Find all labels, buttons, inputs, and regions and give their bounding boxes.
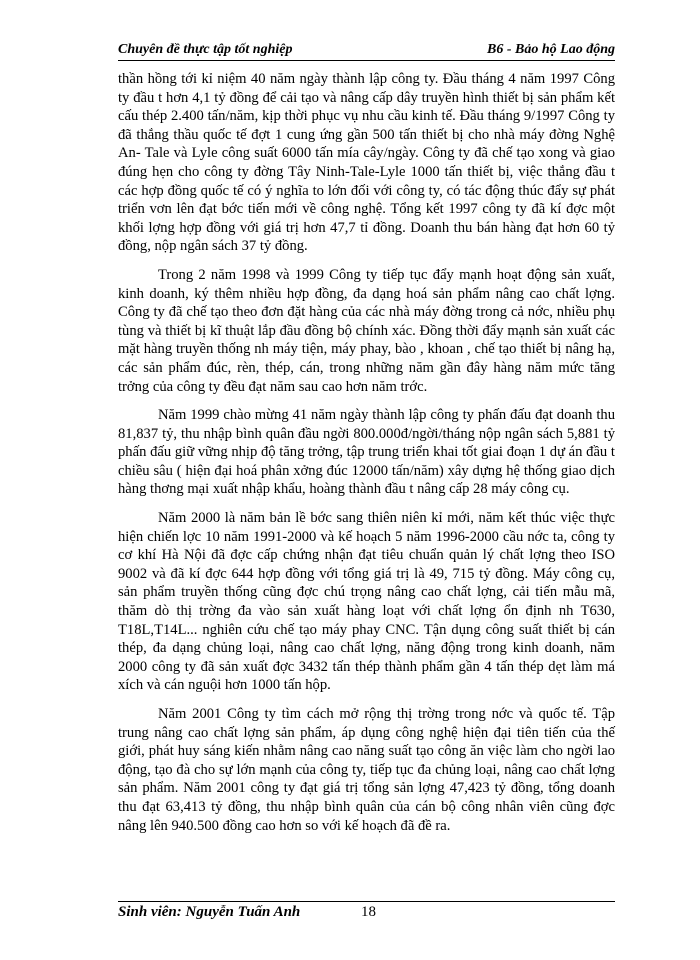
paragraph-4: Năm 2000 là năm bản lề bớc sang thiên niên kỉ mới, năm kết thúc việc thực hiện chiến lợc 10 năm 1991-2000 và kế hoạch 5 năm 1996-2000 cầu nớc ta, công ty cơ khí Hà Nội đã đợc cấp chứng nhận đạt tiêu chuẩn quản lý chất lợng theo ISO 9002 và đã kí đợc 644 hợp đồng với tổng giá trị là 49, 715 tỷ đồng. Máy công cụ, sản phẩm truyền thống cũng đợc chú trọng nâng cao chất lợng, cải tiến mẫu mã, thăm dò thị trờng đa vào sản xuất hàng loạt với chất lợng ổn định nh T630, T18L,T14L... nghiên cứu chế tạo máy phay CNC. Tận dụng công suất thiết bị cán thép, đa dạng chủng loại, nâng cao chất lợng, năng động trong kinh doanh, năm 2000 công ty đã sản xuất đợc 3432 tấn thép thành phẩm gần 4 tấn thép dẹt làm má xích và cán nguội hơn 1000 tấn hộp.	[118, 510, 615, 694]
header-title: Chuyên đề thực tập tốt nghiệp	[118, 42, 293, 57]
paragraph-3: Năm 1999 chào mừng 41 năm ngày thành lập công ty phấn đấu đạt doanh thu 81,837 tỷ, thu nhập bình quân đầu ngời 800.000đ/ngời/tháng nộp ngân sách 5,881 tỷ phấn đấu giữ vững nhịp độ tăng trởng, tập trung triển khai tốt giai đoạn 1 dự án đầu t chiều sâu ( hiện đại hoá phân xởng đúc 12000 tấn/năm) xây dựng hệ thống giao dịch hàng thơng mại xuất nhập khẩu, hoàng thành đầu t nâng cấp 28 máy công cụ.	[118, 407, 615, 498]
paragraph-2: Trong 2 năm 1998 và 1999 Công ty tiếp tục đẩy mạnh hoạt động sản xuất, kinh doanh, ký thêm nhiều hợp đồng, đa dạng hoá sản phẩm nâng cao chất lợng. Công ty đã chế tạo theo đơn đặt hàng của các nhà máy đờng trong cả nớc, nhiều phụ tùng và thiết bị kĩ thuật lắp đầu đồng bộ chính xác. Đồng thời đẩy mạnh sản xuất các mặt hàng truyền thống nh máy tiện, máy phay, bào , khoan , chế tạo thiết bị nâng hạ, các sản phẩm đúc, rèn, thép, cán, trong những năm gần đây hàng năm mức tăng trởng của công ty đều đạt năm sau cao hơn năm trớc.	[118, 266, 615, 395]
page-header	[118, 40, 615, 61]
paragraph-1: thần hồng tới kỉ niệm 40 năm ngày thành lập công ty. Đầu tháng 4 năm 1997 Công ty đầu t hơn 4,1 tỷ đồng để cải tạo và nâng cấp dây truyền hình thiết bị sản phẩm kết cấu thép 2.400 tấn/năm, kịp thời phục vụ nhu cầu kinh tế. Đầu tháng 9/1997 Công ty đã thắng thầu quốc tế đợt 1 cung ứng gần 500 tấn thiết bị cho nhà máy đờng Nghệ An- Tale và Lyle công suất 6000 tấn mía cây/ngày. Công ty đã chế tạo xong và giao đúng hẹn cho công ty đờng Tây Ninh-Tale-Lyle 1000 tấn thiết bị, việc thắng đầu t các hợp đồng quốc tế có ý nghĩa to lớn đối với công ty, có tác động thúc đẩy sự phát triển vơn lên đạt bớc tiến mới về công nghệ. Tổng kết 1997 công ty đã kí đợc một khối lợng hợp đồng với giá trị hơn 47,7 tỉ đồng. Doanh thu bán hàng đạt hơn 60 tỷ đồng, nộp ngân sách 37 tỷ đồng.	[118, 71, 615, 255]
student-name: Sinh viên: Nguyễn Tuấn Anh	[118, 904, 301, 920]
document-body	[118, 70, 615, 845]
paragraph-5: Năm 2001 Công ty tìm cách mở rộng thị trờng trong nớc và quốc tế. Tập trung nâng cao chất lợng sản phẩm, áp dụng công nghệ hiện đại tiên tiến của thế giới, phát huy sáng kiến nhằm nâng cao năng suất tạo công ăn việc làm cho ngời lao động, tạo đà cho sự lớn mạnh của công ty, tiếp tục đa chủng loại, nâng cao chất lợng sản phẩm. Năm 2001 công ty đạt giá trị tổng sản lợng 47,423 tỷ đồng, tổng doanh thu đạt 63,413 tỷ đồng, thu nhập bình quân của cán bộ công nhân viên cũng đợc nâng lên 940.500 đồng cao hơn so với kế hoạch đã đề ra.	[118, 706, 615, 834]
header-section: B6 - Bảo hộ Lao động	[487, 42, 615, 57]
page-footer	[118, 901, 615, 932]
page-number: 18	[361, 904, 376, 920]
